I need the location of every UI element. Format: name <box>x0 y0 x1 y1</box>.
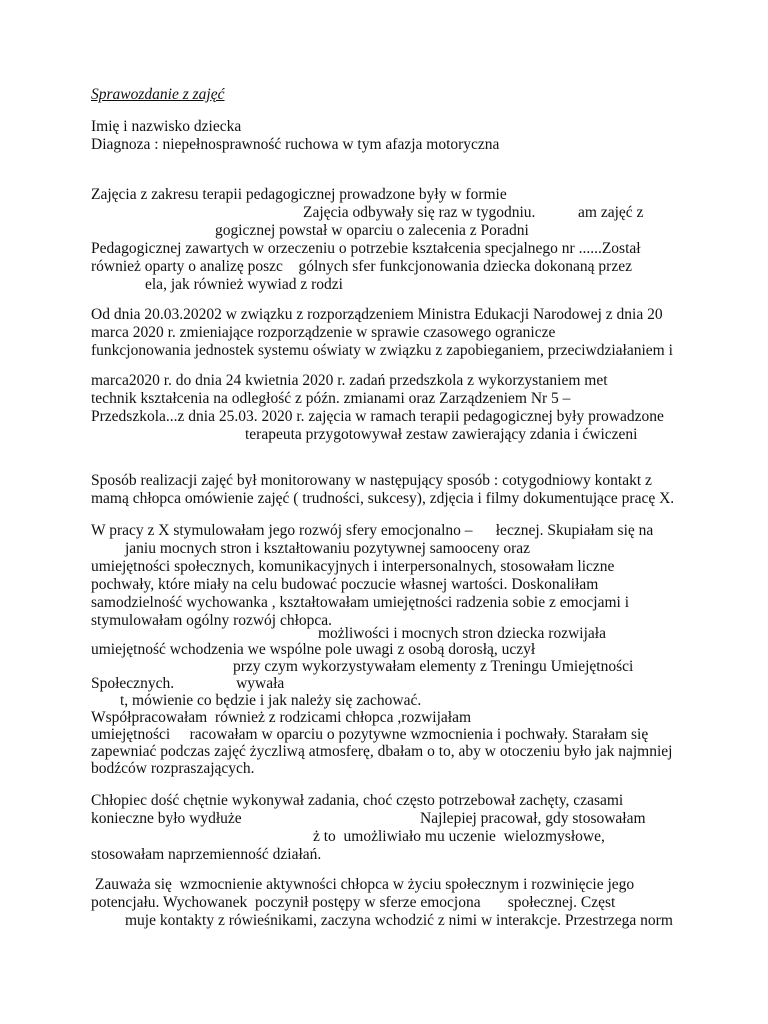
text-line: samodzielność wychowanka , kształtowałam umiejętności radzenia sobie z emocjami i <box>91 594 630 611</box>
text-line: konieczne było wydłuże <box>91 810 242 827</box>
text-line: stosowałam naprzemienność działań. <box>91 846 322 863</box>
text-line: gogicznej powstał w oparciu o zalecenia z Poradni <box>215 222 529 239</box>
text-line: również oparty o analizę poszc gólnych sfer funkcjonowania dziecka dokonaną przez <box>91 258 632 275</box>
text-line: Chłopiec dość chętnie wykonywał zadania, choć często potrzebował zachęty, czasami <box>91 792 624 809</box>
text-line: umiejętności racowałam w oparciu o pozytywne wzmocnienia i pochwały. Starałam się <box>91 726 649 743</box>
text-line: muje kontakty z rówieśnikami, zaczyna wchodzić z nimi w interakcje. Przestrzega norm <box>125 912 673 929</box>
text-line: mamą chłopca omówienie zajęć ( trudności, sukcesy), zdjęcia i filmy dokumentujące pracę X. <box>91 490 675 507</box>
text-line: marca2020 r. do dnia 24 kwietnia 2020 r. zadań przedszkola z wykorzystaniem met <box>91 372 608 389</box>
text-line: przy czym wykorzystywałam elementy z Treningu Umiejętności <box>233 658 634 675</box>
text-line: Przedszkola...z dnia 25.03. 2020 r. zajęcia w ramach terapii pedagogicznej były prowadzone <box>91 408 664 425</box>
text-line: Współpracowałam również z rodzicami chłopca ,rozwijałam <box>91 709 472 726</box>
text-line: t, mówienie co będzie i jak należy się zachować. <box>120 692 422 709</box>
text-line: umiejętność wchodzenia we wspólne pole uwagi z osobą dorosłą, uczył <box>91 641 536 658</box>
text-line: Zajęcia odbywały się raz w tygodniu. am zajęć z <box>303 204 644 221</box>
text-line: umiejętności społecznych, komunikacyjnych i interpersonalnych, stosowałam liczne <box>91 558 615 575</box>
text-line: ż to umożliwiało mu uczenie wielozmysłowe, <box>313 828 605 845</box>
text-line: Od dnia 20.03.20202 w związku z rozporządzeniem Ministra Edukacji Narodowej z dnia 20 <box>91 306 663 323</box>
text-line: funkcjonowania jednostek systemu oświaty w związku z zapobieganiem, przeciwdziałaniem i <box>91 342 673 359</box>
diagnosis-line: Diagnoza : niepełnosprawność ruchowa w tym afazja motoryczna <box>91 136 500 153</box>
text-line: Zauważa się wzmocnienie aktywności chłopca w życiu społecznym i rozwinięcie jego <box>91 876 635 893</box>
text-line: potencjału. Wychowanek poczynił postępy w sferze emocjona społecznej. Częst <box>91 894 616 911</box>
text-line: Najlepiej pracował, gdy stosowałam <box>420 810 646 827</box>
text-line: Pedagogicznej zawartych w orzeczeniu o potrzebie kształcenia specjalnego nr ......Został <box>91 240 641 257</box>
text-line: Zajęcia z zakresu terapii pedagogicznej prowadzone były w formie <box>91 186 507 203</box>
text-line: pochwały, które miały na celu budować poczucie własnej wartości. Doskonaliłam <box>91 576 599 593</box>
text-line: janiu mocnych stron i kształtowaniu pozytywnej samooceny oraz <box>125 540 531 557</box>
text-line: marca 2020 r. zmieniające rozporządzenie w sprawie czasowego ogranicze <box>91 324 556 341</box>
text-line: stymulowałam ogólny rozwój chłopca. <box>91 612 333 629</box>
document-title: Sprawozdanie z zajęć <box>91 86 225 103</box>
child-name-label: Imię i nazwisko dziecka <box>91 118 242 135</box>
text-line: W pracy z X stymulowałam jego rozwój sfery emocjonalno – łecznej. Skupiałam się na <box>91 522 654 539</box>
text-line: technik kształcenia na odległość z późn. zmianami oraz Zarządzeniem Nr 5 – <box>91 390 571 407</box>
text-line: Społecznych. wywała <box>91 675 285 692</box>
text-line: możliwości i mocnych stron dziecka rozwijała <box>318 625 606 642</box>
text-line: bodźców rozpraszających. <box>91 760 255 777</box>
text-line: zapewniać podczas zajęć życzliwą atmosferę, dbałam o to, aby w otoczeniu było jak najmniej <box>91 743 673 760</box>
text-line: terapeuta przygotowywał zestaw zawierający zdania i ćwiczeni <box>245 426 638 443</box>
text-line: ela, jak również wywiad z rodzi <box>145 276 343 293</box>
text-line: Sposób realizacji zajęć był monitorowany w następujący sposób : cotygodniowy kontakt z <box>91 472 652 489</box>
